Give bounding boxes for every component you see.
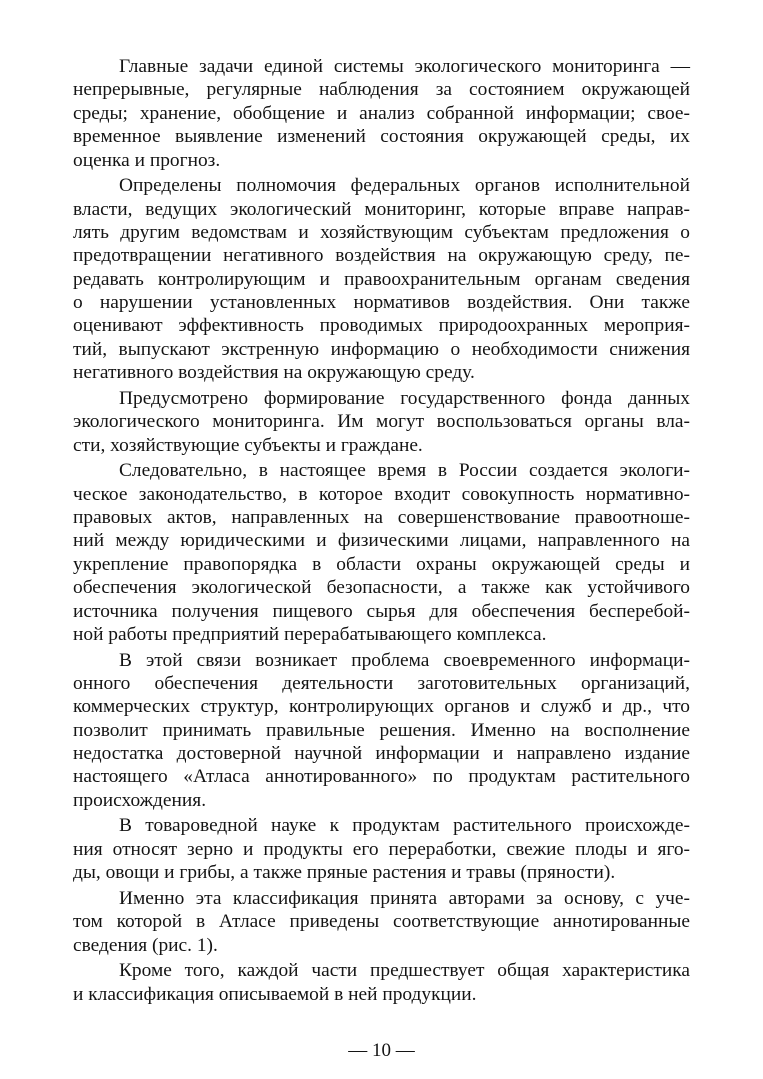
page-number: — 10 — <box>348 1040 415 1061</box>
text-line: временное выявление изменений состояния окружающей среды, их <box>73 126 690 148</box>
paragraph-part-overview <box>73 959 690 1006</box>
text-line: и классификация описываемой в ней продукции. <box>73 983 477 1005</box>
text-line: лять другим ведомствам и хозяйствующим субъектам предложения о <box>73 221 690 243</box>
text-line: ной работы предприятий перерабатывающего комплекса. <box>73 623 547 645</box>
text-line: о нарушении установленных нормативов воздействия. Они также <box>73 292 690 314</box>
text-line: сведения (рис. 1). <box>73 934 218 956</box>
text-line: В этой связи возникает проблема своевременного информаци- <box>119 649 690 671</box>
text-line: оценивают эффективность проводимых природоохранных мероприя- <box>73 315 690 337</box>
text-line: Главные задачи единой системы экологического мониторинга — <box>119 56 690 77</box>
text-line: среды; хранение, обобщение и анализ собранной информации; свое- <box>73 102 690 124</box>
text-line: происхождения. <box>73 789 207 811</box>
paragraph-information-problem <box>73 649 690 813</box>
text-line: ний между юридическими и физическими лицами, направленного на <box>73 530 690 552</box>
paragraph-monitoring-tasks <box>73 55 690 172</box>
text-line: В товароведной науке к продуктам растительного происхожде- <box>119 815 690 837</box>
text-line: предотвращении негативного воздействия на окружающую среду, пе- <box>73 245 690 267</box>
text-line: Следовательно, в настоящее время в России создается экологи- <box>119 460 690 482</box>
text-line: коммерческих структур, контролирующих органов и служб и др., что <box>73 696 690 718</box>
text-line: Кроме того, каждой части предшествует общая характеристика <box>119 960 690 982</box>
text-line: недостатка достоверной научной информации и направлено издание <box>73 743 690 765</box>
text-line: сти, хозяйствующие субъекты и граждане. <box>73 434 423 456</box>
text-line: редавать контролирующим и правоохранительным органам сведения <box>73 268 690 290</box>
text-line: онного обеспечения деятельности заготовительных организаций, <box>73 672 690 694</box>
paragraph-commodity-science <box>73 814 690 884</box>
text-line: экологического мониторинга. Им могут воспользоваться органы вла- <box>73 411 690 433</box>
text-line: том которой в Атласе приведены соответствующие аннотированные <box>73 911 690 933</box>
text-line: Определены полномочия федеральных органов исполнительной <box>119 175 690 197</box>
text-line: непрерывные, регулярные наблюдения за состоянием окружающей <box>73 79 690 101</box>
text-line: источника получения пищевого сырья для обеспечения бесперебой- <box>73 600 690 622</box>
text-line: власти, ведущих экологический мониторинг, которые вправе направ- <box>73 198 690 220</box>
paragraph-legislation <box>73 459 690 646</box>
text-line: Предусмотрено формирование государственного фонда данных <box>119 387 690 409</box>
text-line: позволит принимать правильные решения. Именно на восполнение <box>73 719 690 741</box>
text-line: ды, овощи и грибы, а также пряные растения и травы (пряности). <box>73 862 616 884</box>
text-line: настоящего «Атласа аннотированного» по продуктам растительного <box>73 766 690 788</box>
text-line: Именно эта классификация принята авторами за основу, с уче- <box>119 887 690 909</box>
text-line: тий, выпускают экстренную информацию о необходимости снижения <box>73 338 690 360</box>
paragraph-federal-authorities <box>73 174 690 385</box>
page-body <box>73 55 690 1006</box>
text-line: оценка и прогноз. <box>73 149 221 171</box>
text-line: негативного воздействия на окружающую среду. <box>73 362 475 384</box>
text-line: ческое законодательство, в которое входит совокупность нормативно- <box>73 483 690 505</box>
text-line: правовых актов, направленных на совершенствование правоотноше- <box>73 506 690 528</box>
text-line: обеспечения экологической безопасности, а также как устойчивого <box>73 577 690 599</box>
text-line: ния относят зерно и продукты его переработки, свежие плоды и яго- <box>73 838 690 860</box>
paragraph-data-fund <box>73 387 690 457</box>
paragraph-classification-basis <box>73 887 690 957</box>
text-line: укрепление правопорядка в области охраны окружающей среды и <box>73 553 690 575</box>
